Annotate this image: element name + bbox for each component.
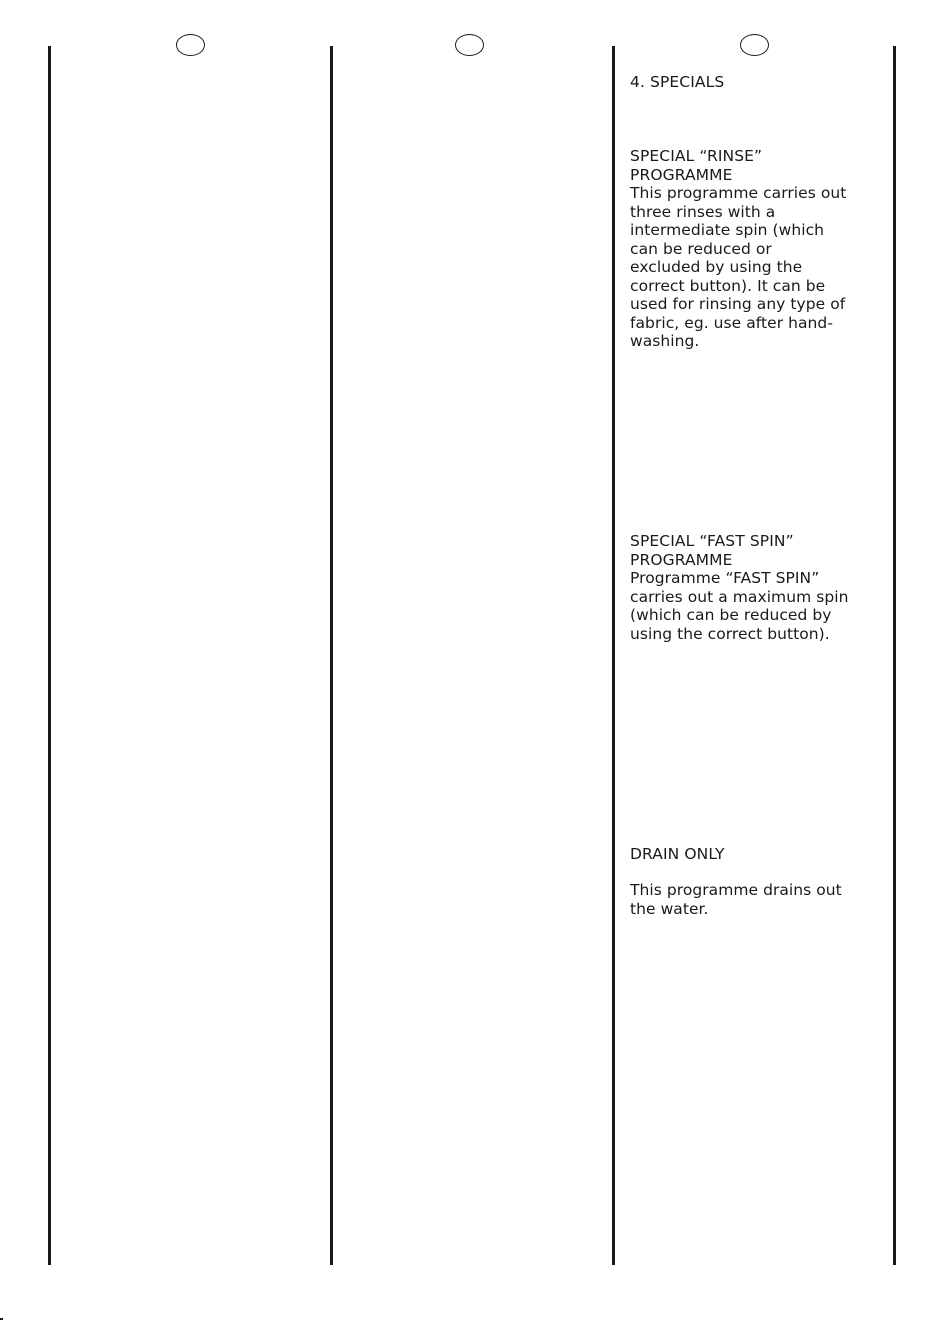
section-rinse	[630, 147, 880, 351]
section-drain-only-title: DRAIN ONLY	[630, 845, 725, 863]
section-drain-only-body-line: the water.	[630, 899, 709, 918]
section-rinse-body-line: This programme carries out	[630, 184, 847, 202]
crop-mark	[0, 1318, 3, 1320]
section-rinse-title-line-2: PROGRAMME	[630, 165, 733, 184]
section-rinse-title-line-1: SPECIAL “RINSE”	[630, 147, 763, 165]
language-marker-circle-2	[455, 34, 484, 56]
column-divider-right	[893, 46, 896, 1265]
section-fast-spin	[630, 532, 880, 643]
section-fast-spin-body-line: (which can be reduced by	[630, 606, 832, 624]
language-marker-circle-3	[740, 34, 769, 56]
column-divider-middle-left	[330, 46, 333, 1265]
section-rinse-body-line: intermediate spin (which	[630, 221, 825, 239]
section-rinse-body-line: washing.	[630, 332, 700, 350]
section-fast-spin-title-line-1: SPECIAL “FAST SPIN”	[630, 532, 794, 550]
section-drain-only-body-line: This programme drains out	[630, 881, 842, 899]
section-rinse-body-line: excluded by using the	[630, 258, 803, 276]
section-fast-spin-title-line-2: PROGRAMME	[630, 550, 733, 569]
column-divider-middle-right	[612, 46, 615, 1265]
section-drain-only	[630, 845, 880, 864]
section-fast-spin-body-line: using the correct button).	[630, 624, 830, 643]
section-rinse-body-line: fabric, eg. use after hand-	[630, 313, 833, 332]
chapter-heading	[630, 73, 880, 92]
language-marker-circle-1	[176, 34, 205, 56]
section-drain-only-body	[630, 881, 880, 918]
section-fast-spin-body-line: carries out a maximum spin	[630, 587, 849, 606]
section-rinse-body-line: can be reduced or	[630, 239, 772, 258]
column-divider-left	[48, 46, 51, 1265]
section-fast-spin-body-line: Programme “FAST SPIN”	[630, 569, 820, 587]
section-rinse-body-line: three rinses with a	[630, 202, 776, 221]
section-rinse-body-line: used for rinsing any type of	[630, 295, 846, 313]
section-rinse-body-line: correct button). It can be	[630, 276, 826, 295]
chapter-title: 4. SPECIALS	[630, 73, 725, 91]
